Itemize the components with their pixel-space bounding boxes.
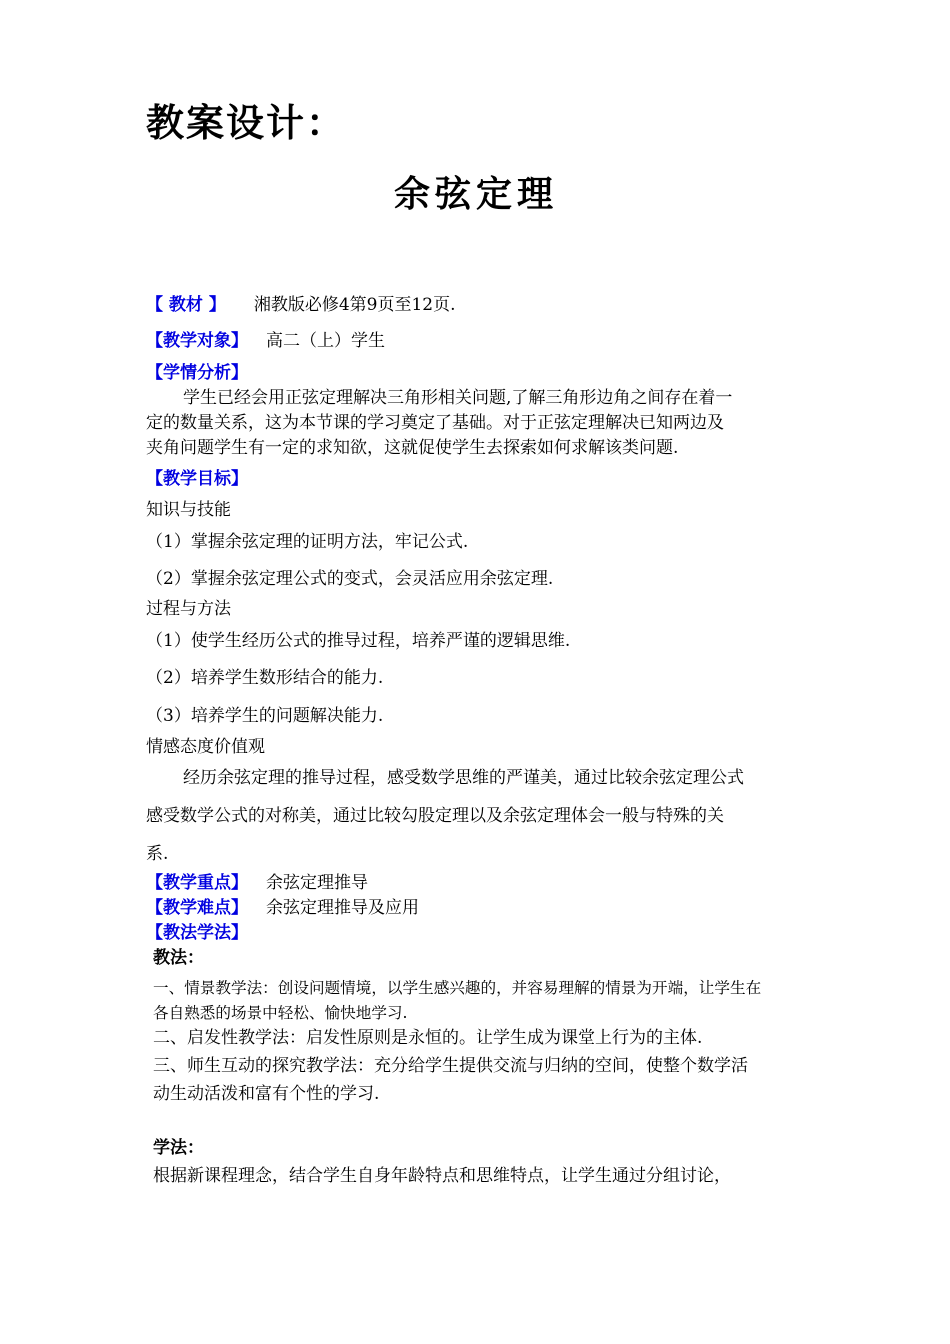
process-item: （3）培养学生的问题解决能力. <box>146 706 384 726</box>
textbook-row <box>146 294 456 316</box>
teaching-methods-heading: 教法： <box>153 948 204 968</box>
document-title: 教案设计： <box>146 100 347 145</box>
teaching-method-line: 各自熟悉的场景中轻松、愉快地学习. <box>153 1004 408 1022</box>
learning-methods-heading: 学法： <box>153 1138 204 1158</box>
teaching-method-line: 三、师生互动的探究教学法：充分给学生提供交流与归纳的空间，使整个数学活 <box>153 1056 748 1076</box>
knowledge-item: （1）掌握余弦定理的证明方法，牢记公式. <box>146 532 469 552</box>
textbook-text: 湘教版必修4第9页至12页. <box>253 295 456 315</box>
knowledge-heading: 知识与技能 <box>146 500 231 520</box>
analysis-tag: 【学情分析】 <box>146 363 248 383</box>
difficulty-tag: 【教学难点】 <box>146 898 248 918</box>
teaching-method-line: 一、情景教学法：创设问题情境，以学生感兴趣的，并容易理解的情景为开端，让学生在 <box>153 979 762 997</box>
textbook-tag: 【 教材 】 <box>146 295 226 315</box>
analysis-line: 定的数量关系，这为本节课的学习奠定了基础。对于正弦定理解决已知两边及 <box>146 413 724 433</box>
analysis-line: 学生已经会用正弦定理解决三角形相关问题,了解三角形边角之间存在着一 <box>183 388 733 408</box>
knowledge-item: （2）掌握余弦定理公式的变式，会灵活应用余弦定理. <box>146 569 554 589</box>
audience-row <box>146 330 385 352</box>
values-line: 感受数学公式的对称美，通过比较勾股定理以及余弦定理体会一般与特殊的关 <box>146 806 724 826</box>
difficulty-text: 余弦定理推导及应用 <box>266 898 419 918</box>
lesson-title: 余弦定理 <box>394 173 559 215</box>
values-line: 系. <box>146 844 169 864</box>
values-heading: 情感态度价值观 <box>146 737 265 757</box>
key-point-row <box>146 872 368 894</box>
analysis-line: 夹角问题学生有一定的求知欲，这就促使学生去探索如何求解该类问题. <box>146 438 679 458</box>
objectives-tag: 【教学目标】 <box>146 469 248 489</box>
methods-tag: 【教法学法】 <box>146 923 248 943</box>
values-line: 经历余弦定理的推导过程，感受数学思维的严谨美，通过比较余弦定理公式 <box>183 768 744 788</box>
difficulty-row <box>146 897 419 919</box>
process-item: （2）培养学生数形结合的能力. <box>146 668 384 688</box>
key-point-text: 余弦定理推导 <box>266 873 368 893</box>
audience-tag: 【教学对象】 <box>146 331 248 351</box>
audience-text: 高二（上）学生 <box>266 331 385 351</box>
process-heading: 过程与方法 <box>146 599 231 619</box>
teaching-method-line: 动生动活泼和富有个性的学习. <box>153 1084 380 1104</box>
process-item: （1）使学生经历公式的推导过程，培养严谨的逻辑思维. <box>146 631 571 651</box>
learning-method-line: 根据新课程理念，结合学生自身年龄特点和思维特点，让学生通过分组讨论， <box>153 1166 731 1186</box>
teaching-method-line: 二、启发性教学法：启发性原则是永恒的。让学生成为课堂上行为的主体. <box>153 1028 703 1048</box>
key-point-tag: 【教学重点】 <box>146 873 248 893</box>
